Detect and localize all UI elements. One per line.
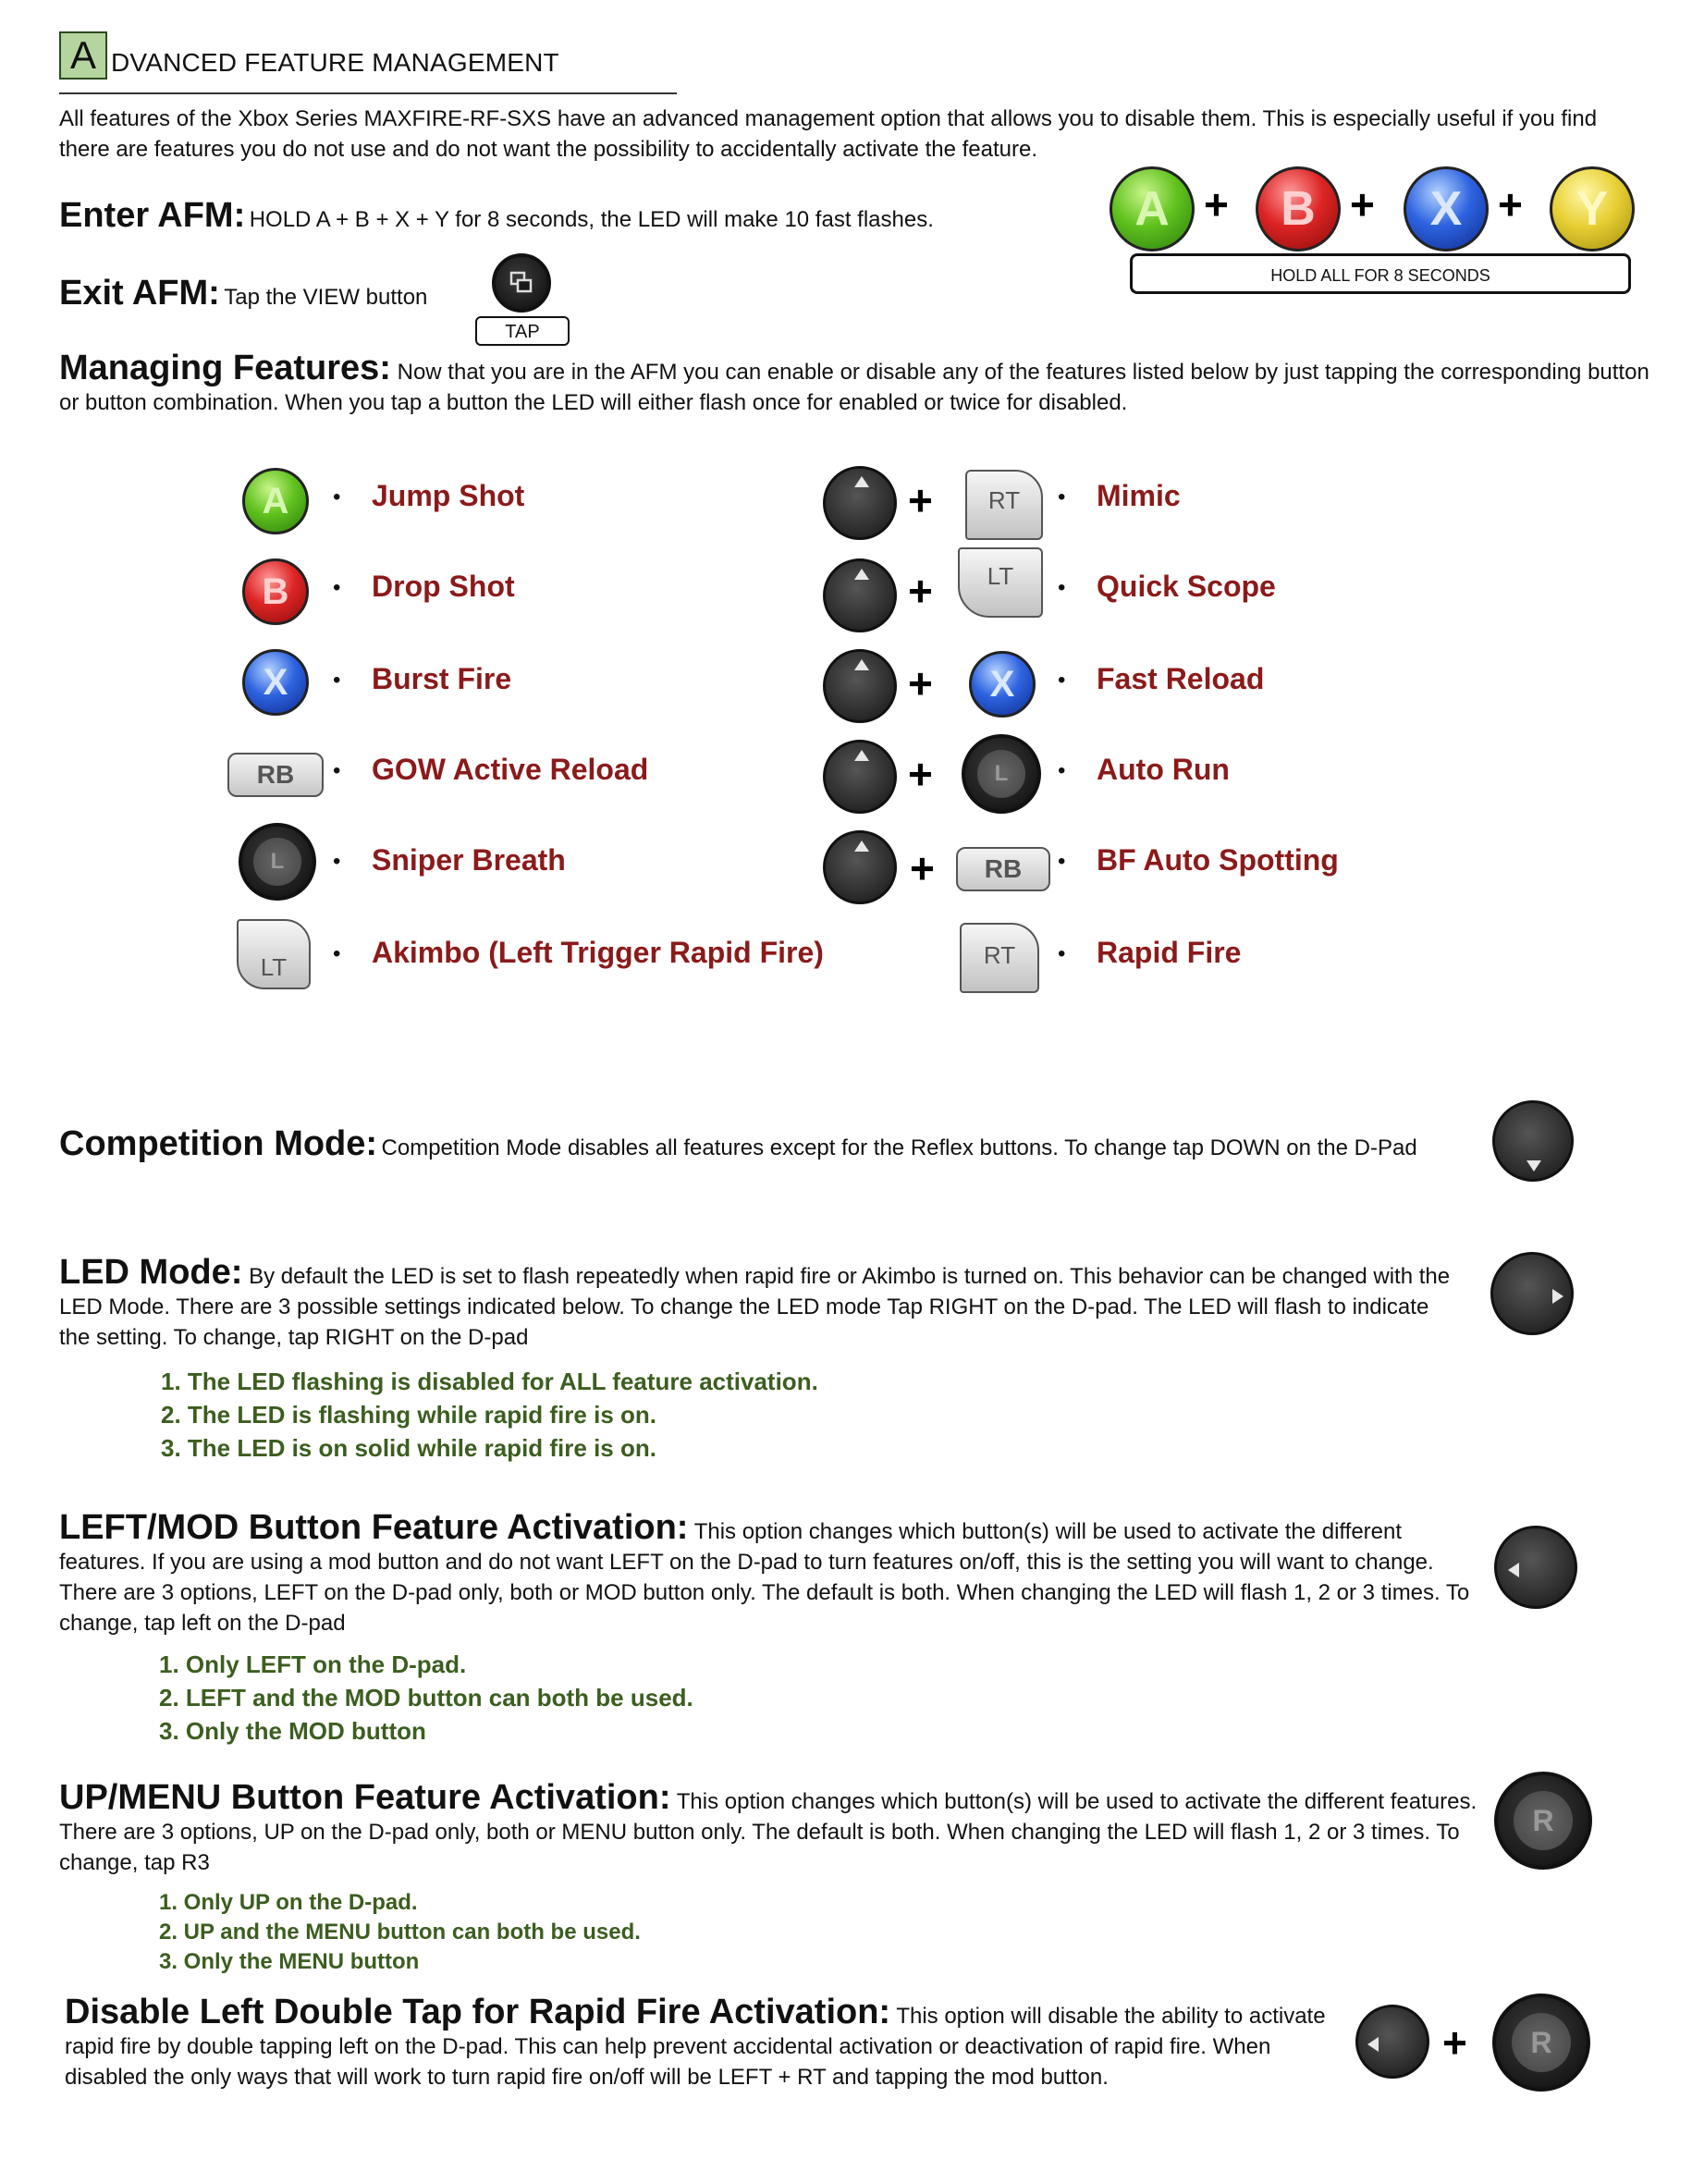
hold-label: HOLD ALL FOR 8 SECONDS [1130, 253, 1631, 294]
plus-icon: + [908, 659, 933, 707]
up-menu-option-3: 3. Only the MENU button [159, 1949, 420, 1974]
feature-burst-fire: Burst Fire [372, 662, 512, 695]
bullet: • [333, 758, 341, 783]
managing-features-paragraph [59, 349, 1649, 418]
disable-double-tap-paragraph [65, 1993, 1359, 2092]
feature-bf-auto-spotting: BF Auto Spotting [1097, 843, 1339, 877]
title-divider [59, 92, 677, 94]
feature-gow-active-reload: GOW Active Reload [372, 753, 649, 786]
dpad-up-icon [823, 649, 897, 723]
a-button-icon: A [242, 468, 309, 534]
up-menu-option-1: 1. Only UP on the D-pad. [159, 1890, 418, 1915]
rt-trigger-icon: RT [965, 470, 1043, 540]
dpad-down-icon [1492, 1100, 1574, 1182]
bullet: • [333, 668, 341, 693]
plus-icon: + [908, 476, 933, 524]
enter-afm-line [59, 196, 1095, 236]
plus-icon: + [1204, 180, 1229, 228]
lt-trigger-icon: LT [958, 547, 1043, 618]
up-menu-heading: UP/MENU Button Feature Activation: [59, 1778, 671, 1817]
dpad-right-icon [1490, 1252, 1574, 1335]
right-stick-icon [1492, 1994, 1590, 2092]
feature-drop-shot: Drop Shot [372, 570, 515, 603]
a-button-icon: A [1110, 166, 1195, 252]
led-option-2: 2. The LED is flashing while rapid fire is on. [161, 1401, 656, 1429]
dpad-up-icon [823, 558, 897, 632]
feature-jump-shot: Jump Shot [372, 479, 525, 512]
dpad-up-icon [823, 740, 897, 814]
right-stick-icon [1494, 1772, 1592, 1870]
managing-features-text: Now that you are in the AFM you can enable or disable any of the features listed below by just tapping the corresponding button or button combination. When you tap a button the LED will either flash once for enabled or twice for disabled. [59, 360, 1649, 415]
left-mod-text: This option changes which button(s) will be used to activate the different features. If you are using a mod button and do not want LEFT on the D-pad to turn features on/off, this is the setting you will want to change. There are 3 options, LEFT on the D-pad only, both or MOD button only. The default is both. When changing the LED will flash 1, 2 or 3 times. To change, tap left on the D-pad [59, 1519, 1470, 1636]
x-button-icon: X [1404, 166, 1489, 252]
bullet: • [333, 941, 341, 966]
left-mod-option-3: 3. Only the MOD button [159, 1717, 426, 1745]
lt-trigger-icon: LT [237, 919, 311, 989]
up-menu-option-2: 2. UP and the MENU button can both be used. [159, 1920, 641, 1945]
led-option-3: 3. The LED is on solid while rapid fire is on. [161, 1434, 656, 1462]
left-stick-label: L [977, 750, 1025, 798]
x-button-icon: X [242, 649, 309, 716]
right-stick-label: R [1514, 1791, 1573, 1850]
left-stick-icon [239, 823, 316, 901]
bullet: • [333, 849, 341, 874]
left-stick-icon [962, 734, 1041, 814]
competition-mode-line [59, 1124, 1483, 1164]
plus-icon: + [1442, 2018, 1467, 2067]
plus-icon: + [1498, 180, 1523, 228]
up-menu-paragraph [59, 1778, 1483, 1878]
bullet: • [1058, 575, 1066, 600]
led-mode-paragraph [59, 1253, 1465, 1353]
left-stick-label: L [253, 838, 301, 886]
led-mode-text: By default the LED is set to flash repeatedly when rapid fire or Akimbo is turned on. This behavior can be changed with the LED Mode. There are 3 possible settings indicated below. To change the LED mode Tap RIGHT on the D-pad. The LED will flash to indicate the setting. To change, tap RIGHT on the D-pad [59, 1264, 1451, 1350]
enter-afm-text: HOLD A + B + X + Y for 8 seconds, the LED will make 10 fast flashes. [249, 207, 934, 232]
enter-afm-heading: Enter AFM: [59, 196, 246, 235]
left-mod-paragraph [59, 1508, 1483, 1638]
bullet: • [1058, 849, 1066, 874]
feature-auto-run: Auto Run [1097, 753, 1230, 786]
rt-trigger-icon: RT [960, 923, 1039, 993]
y-button-icon: Y [1550, 166, 1635, 252]
exit-afm-text: Tap the VIEW button [224, 285, 428, 310]
dpad-up-icon [823, 830, 897, 904]
b-button-icon: B [1256, 166, 1341, 252]
intro-paragraph: All features of the Xbox Series MAXFIRE-RF-SXS have an advanced management option that allows you to disable them. This is especially useful if you find there are features you do not use and do not want the possibility to accidentally activate the feature. [59, 106, 1598, 162]
bullet: • [1058, 941, 1066, 966]
up-menu-text: This option changes which button(s) will be used to activate the different features. There are 3 options, UP on the D-pad only, both or MENU button only. The default is both. When changing the LED will flash 1, 2 or 3 times. To change, tap R3 [59, 1789, 1477, 1875]
managing-features-heading: Managing Features: [59, 349, 391, 387]
dpad-up-icon [823, 466, 897, 540]
plus-icon: + [910, 844, 935, 892]
disable-double-tap-text: This option will disable the ability to activate rapid fire by double tapping left on the D-pad. This can help prevent accidental activation or deactivation of rapid fire. When disabled the only ways that will work to turn rapid fire on/off will be LEFT + RT and tapping the mod button. [65, 2004, 1326, 2090]
right-stick-label: R [1512, 2013, 1571, 2072]
tap-label: TAP [475, 316, 570, 346]
title-initial: A [59, 31, 107, 80]
rb-button-icon: RB [227, 753, 324, 797]
page-title: DVANCED FEATURE MANAGEMENT [111, 48, 559, 77]
plus-icon: + [908, 567, 933, 615]
bullet: • [1058, 485, 1066, 509]
bullet: • [1058, 668, 1066, 693]
bullet: • [1058, 758, 1066, 783]
left-mod-heading: LEFT/MOD Button Feature Activation: [59, 1508, 689, 1547]
dpad-left-icon [1494, 1526, 1577, 1609]
led-option-1: 1. The LED flashing is disabled for ALL feature activation. [161, 1368, 818, 1395]
rb-button-icon: RB [956, 847, 1050, 891]
b-button-icon: B [242, 558, 309, 625]
x-button-icon: X [969, 651, 1036, 718]
feature-rapid-fire: Rapid Fire [1097, 936, 1242, 969]
disable-double-tap-heading: Disable Left Double Tap for Rapid Fire Activation: [65, 1993, 891, 2031]
feature-quick-scope: Quick Scope [1097, 570, 1276, 603]
exit-afm-heading: Exit AFM: [59, 274, 220, 313]
dpad-left-icon [1355, 2005, 1429, 2079]
competition-mode-text: Competition Mode disables all features except for the Reflex buttons. To change tap DOWN on the D-Pad [381, 1135, 1417, 1160]
competition-mode-heading: Competition Mode: [59, 1124, 378, 1163]
bullet: • [333, 485, 341, 509]
feature-mimic: Mimic [1097, 479, 1181, 512]
feature-akimbo: Akimbo (Left Trigger Rapid Fire) [372, 936, 824, 969]
feature-fast-reload: Fast Reload [1097, 662, 1265, 695]
led-mode-heading: LED Mode: [59, 1253, 243, 1292]
exit-afm-line [59, 274, 427, 313]
plus-icon: + [908, 750, 933, 798]
left-mod-option-1: 1. Only LEFT on the D-pad. [159, 1650, 467, 1678]
bullet: • [333, 575, 341, 600]
view-button-icon [492, 253, 551, 313]
plus-icon: + [1350, 180, 1375, 228]
feature-sniper-breath: Sniper Breath [372, 843, 566, 877]
left-mod-option-2: 2. LEFT and the MOD button can both be used. [159, 1684, 693, 1712]
